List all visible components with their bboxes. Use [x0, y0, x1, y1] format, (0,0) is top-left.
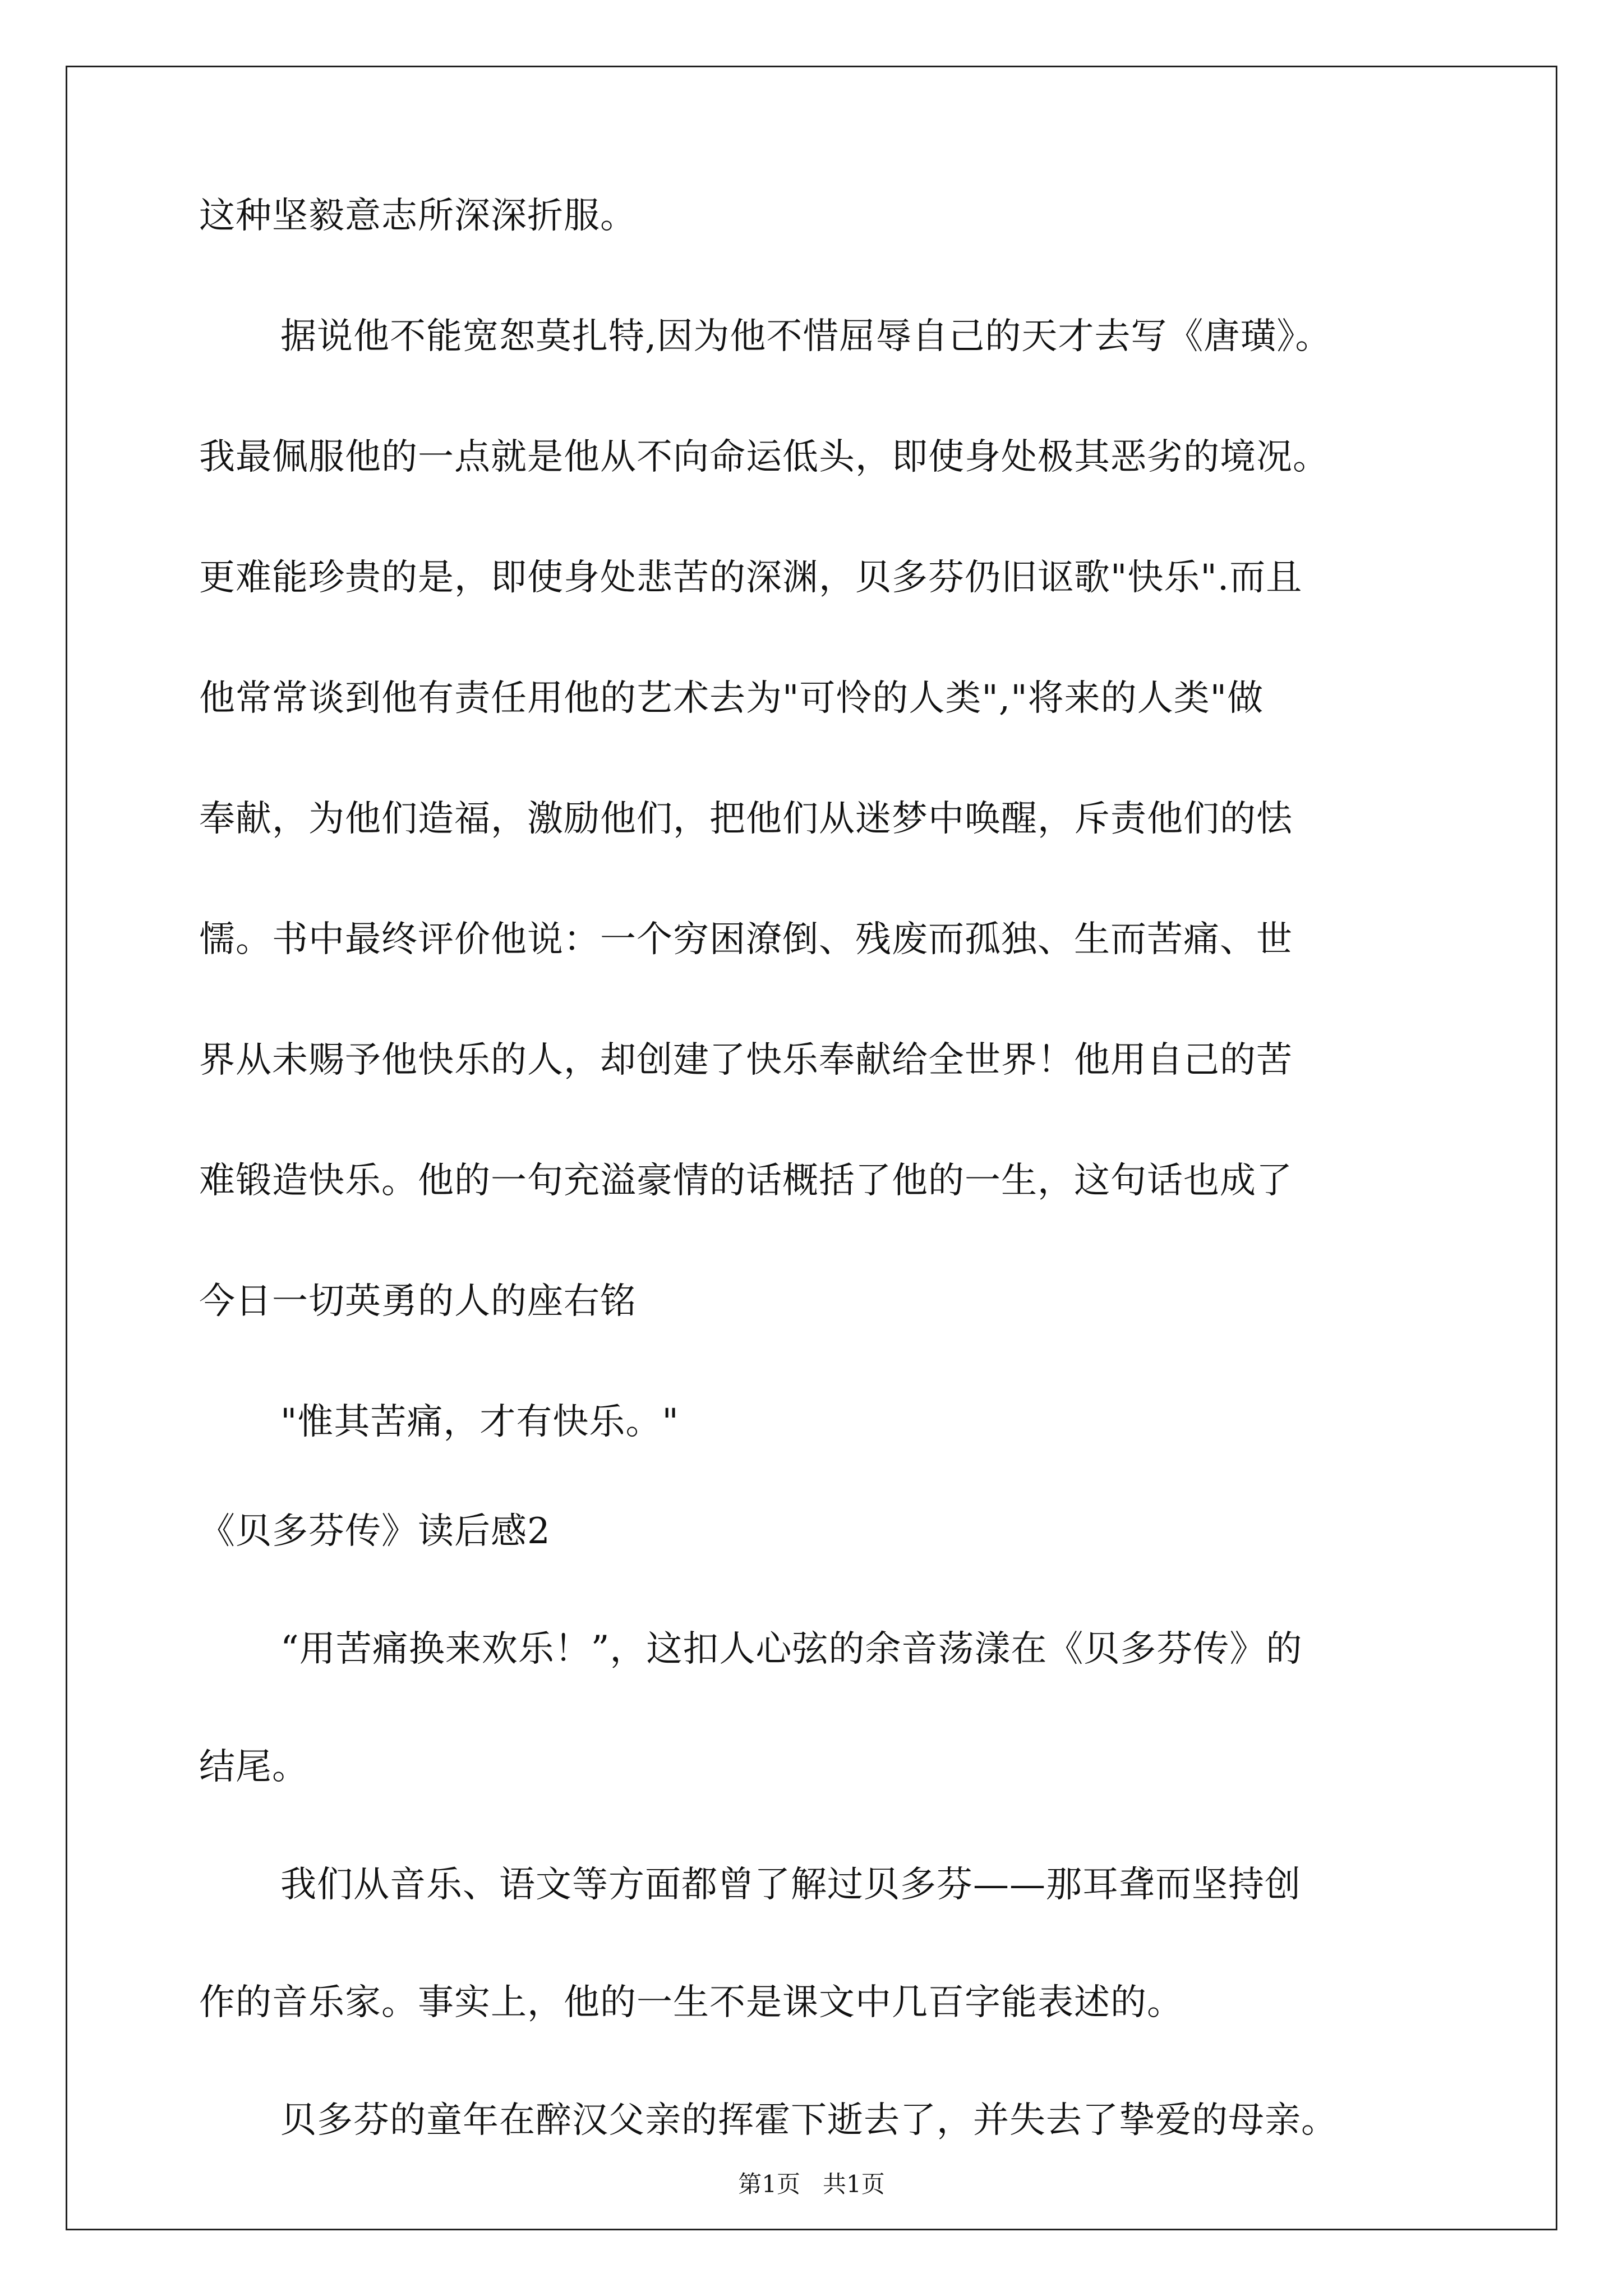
- text-line: 今日一切英勇的人的座右铭: [199, 1281, 637, 1322]
- text-line: 界从未赐予他快乐的人，却创建了快乐奉献给全世界！他用自己的苦: [199, 1039, 1293, 1081]
- page-footer: 第1页 共1页: [738, 2170, 885, 2198]
- section-heading: 《贝多芬传》读后感2: [199, 1511, 551, 1552]
- text-line: 这种坚毅意志所深深折服。: [199, 195, 637, 237]
- text-line: 结尾。: [199, 1746, 308, 1788]
- text-line: 奉献，为他们造福，激励他们，把他们从迷梦中唤醒，斥责他们的怯: [199, 798, 1293, 840]
- text-line: 懦。书中最终评价他说：一个穷困潦倒、残废而孤独、生而苦痛、世: [199, 919, 1293, 960]
- text-line: 我们从音乐、语文等方面都曾了解过贝多芬——那耳聋而坚持创: [280, 1864, 1301, 1906]
- text-line: 我最佩服他的一点就是他从不向命运低头，即使身处极其恶劣的境况。: [199, 436, 1329, 478]
- text-line: 他常常谈到他有责任用他的艺术去为"可怜的人类","将来的人类"做: [199, 678, 1264, 719]
- text-line: “用苦痛换来欢乐！”，这扣人心弦的余音荡漾在《贝多芬传》的: [280, 1628, 1303, 1670]
- text-line: 据说他不能宽恕莫扎特,因为他不惜屈辱自己的天才去写《唐璜》。: [280, 316, 1332, 357]
- quote-line: "惟其苦痛，才有快乐。": [280, 1401, 679, 1443]
- text-line: 难锻造快乐。他的一句充溢豪情的话概括了他的一生，这句话也成了: [199, 1160, 1293, 1202]
- text-line: 贝多芬的童年在醉汉父亲的挥霍下逝去了，并失去了挚爱的母亲。: [280, 2100, 1338, 2141]
- text-line: 更难能珍贵的是，即使身处悲苦的深渊，贝多芬仍旧讴歌"快乐".而且: [199, 557, 1303, 599]
- text-line: 作的音乐家。事实上，他的一生不是课文中几百字能表述的。: [199, 1982, 1183, 2023]
